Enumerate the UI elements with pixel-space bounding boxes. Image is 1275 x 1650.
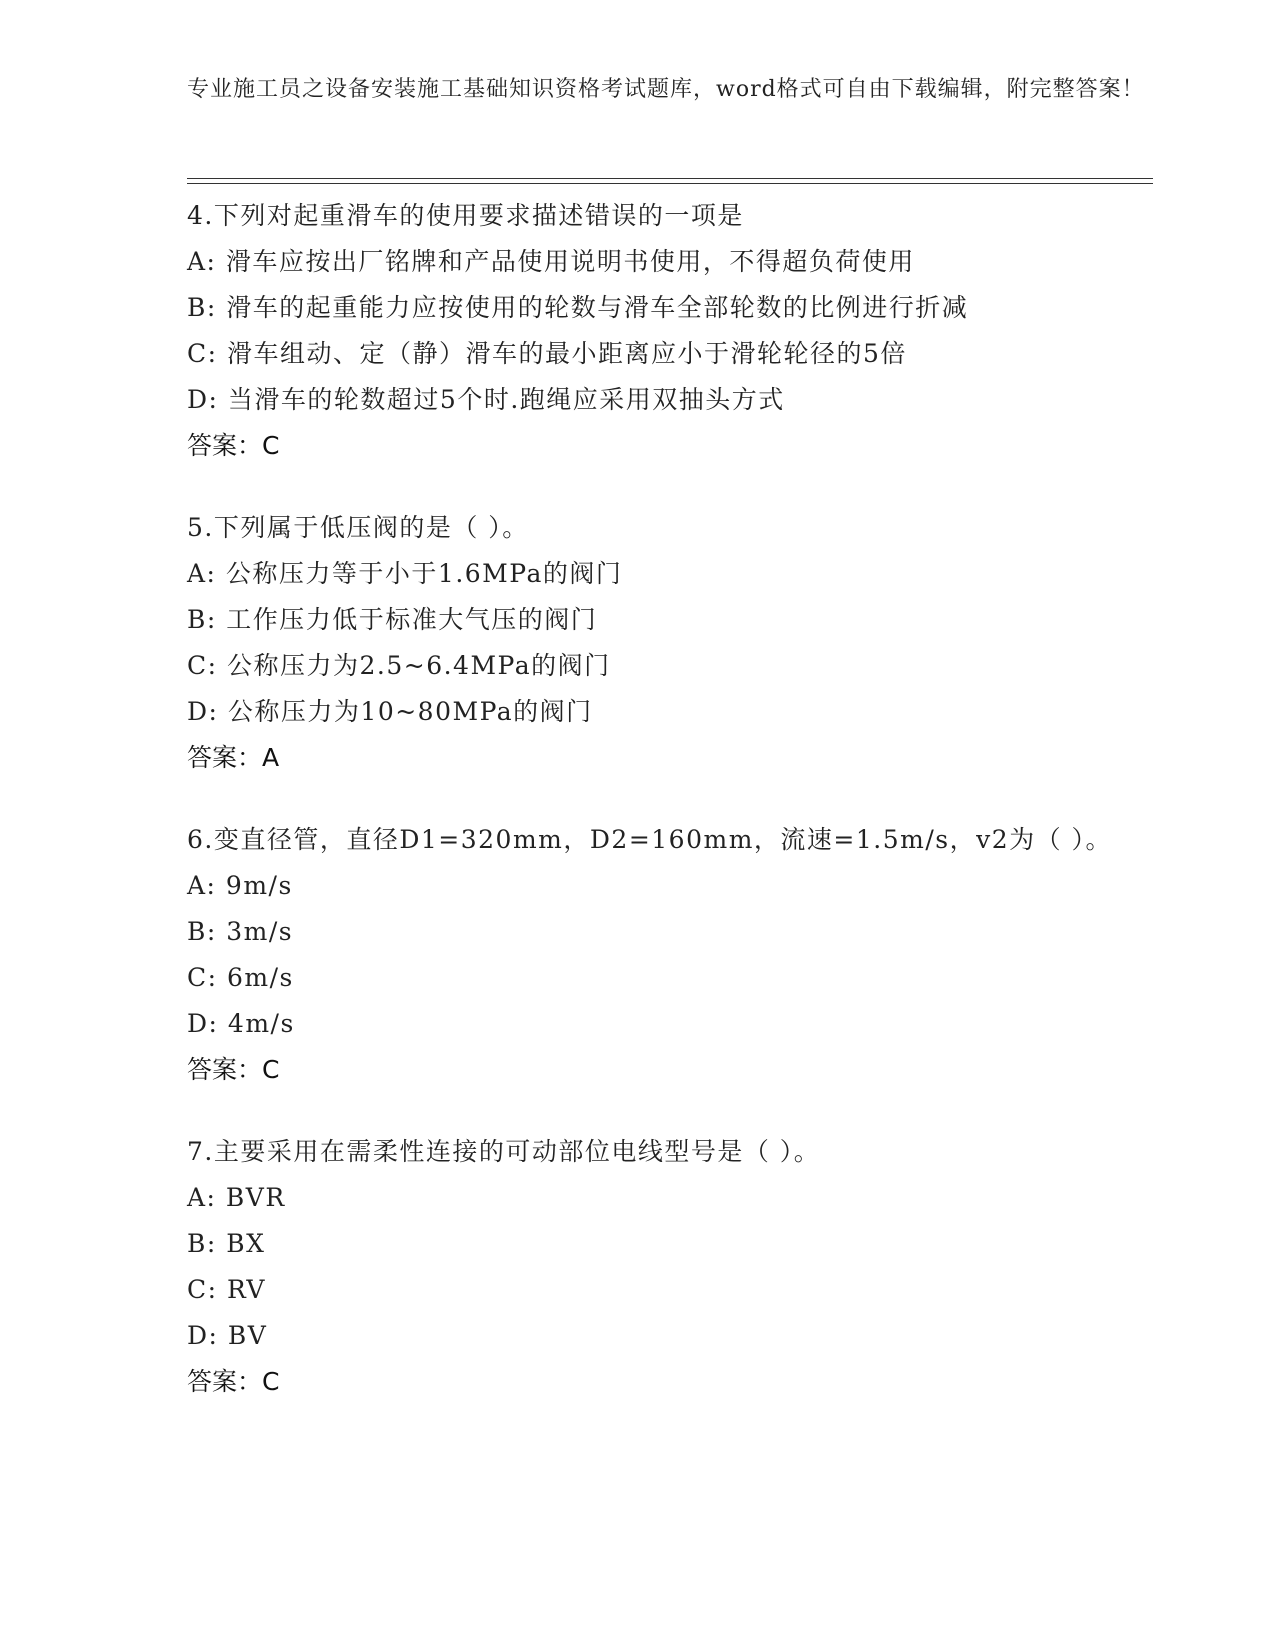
option-b: B: 工作压力低于标准大气压的阀门 <box>187 605 598 634</box>
option-c: C: 滑车组动、定（静）滑车的最小距离应小于滑轮轮径的5倍 <box>187 339 907 368</box>
option-d: D: 公称压力为10~80MPa的阀门 <box>187 697 593 726</box>
header-divider-bottom <box>187 183 1153 184</box>
option-c: C: RV <box>187 1275 266 1304</box>
option-c: C: 公称压力为2.5~6.4MPa的阀门 <box>187 651 611 680</box>
option-a: A: 滑车应按出厂铭牌和产品使用说明书使用，不得超负荷使用 <box>187 247 915 276</box>
question-list <box>187 193 1167 1441</box>
option-d: D: 当滑车的轮数超过5个时.跑绳应采用双抽头方式 <box>187 385 785 414</box>
question-5 <box>187 505 1167 781</box>
option-c: C: 6m/s <box>187 963 294 992</box>
answer-line: 答案：A <box>187 743 280 772</box>
question-stem: 6.变直径管，直径D1=320mm，D2=160mm，流速=1.5m/s，v2为（ ）。 <box>187 825 1113 854</box>
option-d: D: BV <box>187 1321 268 1350</box>
option-b: B: 滑车的起重能力应按使用的轮数与滑车全部轮数的比例进行折减 <box>187 293 969 322</box>
document-header: 专业施工员之设备安装施工基础知识资格考试题库，word格式可自由下载编辑，附完整答案！ <box>187 77 1145 102</box>
option-a: A: 公称压力等于小于1.6MPa的阀门 <box>187 559 623 588</box>
question-4 <box>187 193 1167 469</box>
option-b: B: 3m/s <box>187 917 294 946</box>
header-divider-top <box>187 178 1153 179</box>
question-stem: 4.下列对起重滑车的使用要求描述错误的一项是 <box>187 201 744 230</box>
option-d: D: 4m/s <box>187 1009 295 1038</box>
answer-line: 答案：C <box>187 1055 280 1084</box>
option-a: A: 9m/s <box>187 871 293 900</box>
question-stem: 7.主要采用在需柔性连接的可动部位电线型号是（ ）。 <box>187 1137 821 1166</box>
option-a: A: BVR <box>187 1183 286 1212</box>
option-b: B: BX <box>187 1229 266 1258</box>
answer-line: 答案：C <box>187 1367 280 1396</box>
question-stem: 5.下列属于低压阀的是（ ）。 <box>187 513 529 542</box>
question-7 <box>187 1129 1167 1405</box>
answer-line: 答案：C <box>187 431 280 460</box>
question-6 <box>187 817 1167 1093</box>
